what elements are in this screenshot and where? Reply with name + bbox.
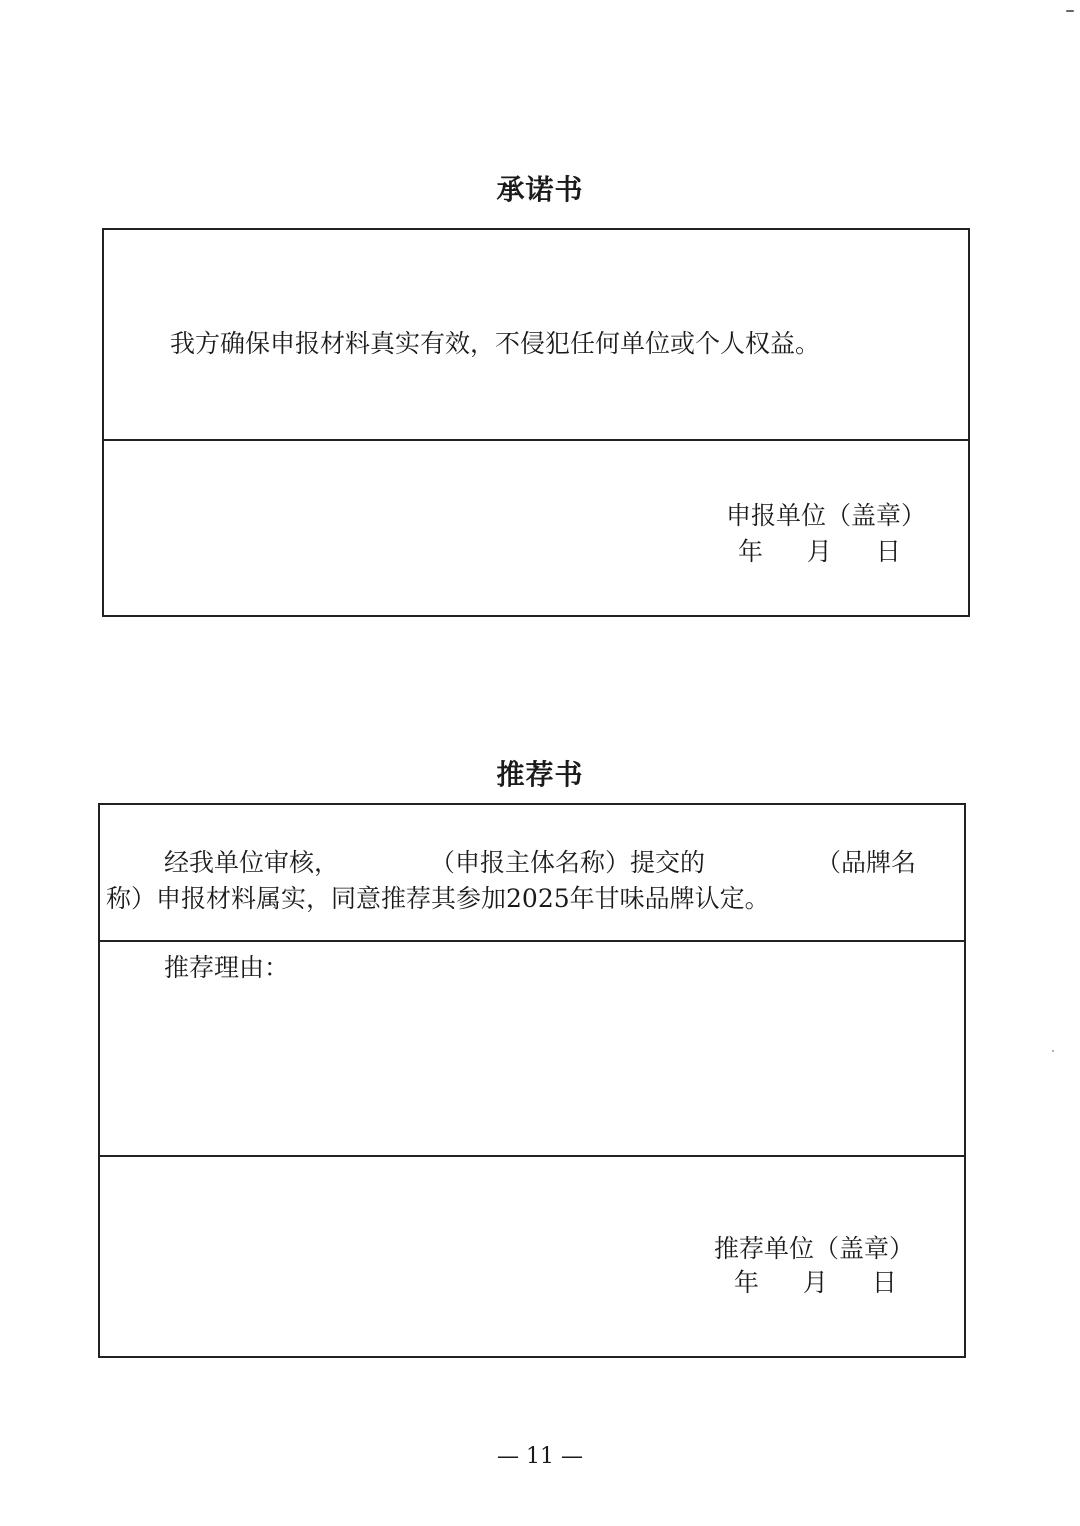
pledge-date-month: 月 [806,537,832,566]
pledge-statement: 我方确保申报材料真实有效，不侵犯任何单位或个人权益。 [170,329,821,358]
scan-speck [1052,1050,1054,1052]
recommendation-date-month: 月 [802,1268,828,1297]
recommendation-line1-brand: （品牌名 [816,848,917,877]
pledge-table [102,228,970,617]
pledge-title: 承诺书 [496,173,584,206]
recommendation-date [734,1263,897,1299]
pledge-date-day: 日 [875,537,901,566]
pledge-date [738,532,901,568]
recommendation-divider-2 [100,1155,964,1157]
recommendation-divider-1 [100,940,964,942]
page-number: — 11 — [497,1444,583,1469]
recommendation-line1-entity: （申报主体名称）提交的 [430,848,706,877]
recommendation-date-day: 日 [871,1268,897,1297]
recommendation-line1-prefix: 经我单位审核， [164,848,340,877]
recommendation-reason-label: 推荐理由： [164,953,290,982]
pledge-signer: 申报单位（盖章） [726,501,927,530]
recommendation-signer: 推荐单位（盖章） [714,1234,915,1263]
scan-speck [1066,10,1074,12]
pledge-date-year: 年 [738,537,764,566]
pledge-divider [104,439,968,441]
recommendation-line2: 称）申报材料属实，同意推荐其参加2025年甘味品牌认定。 [106,884,770,913]
recommendation-date-year: 年 [734,1268,760,1297]
recommendation-table [98,803,966,1358]
recommendation-title: 推荐书 [496,758,584,791]
